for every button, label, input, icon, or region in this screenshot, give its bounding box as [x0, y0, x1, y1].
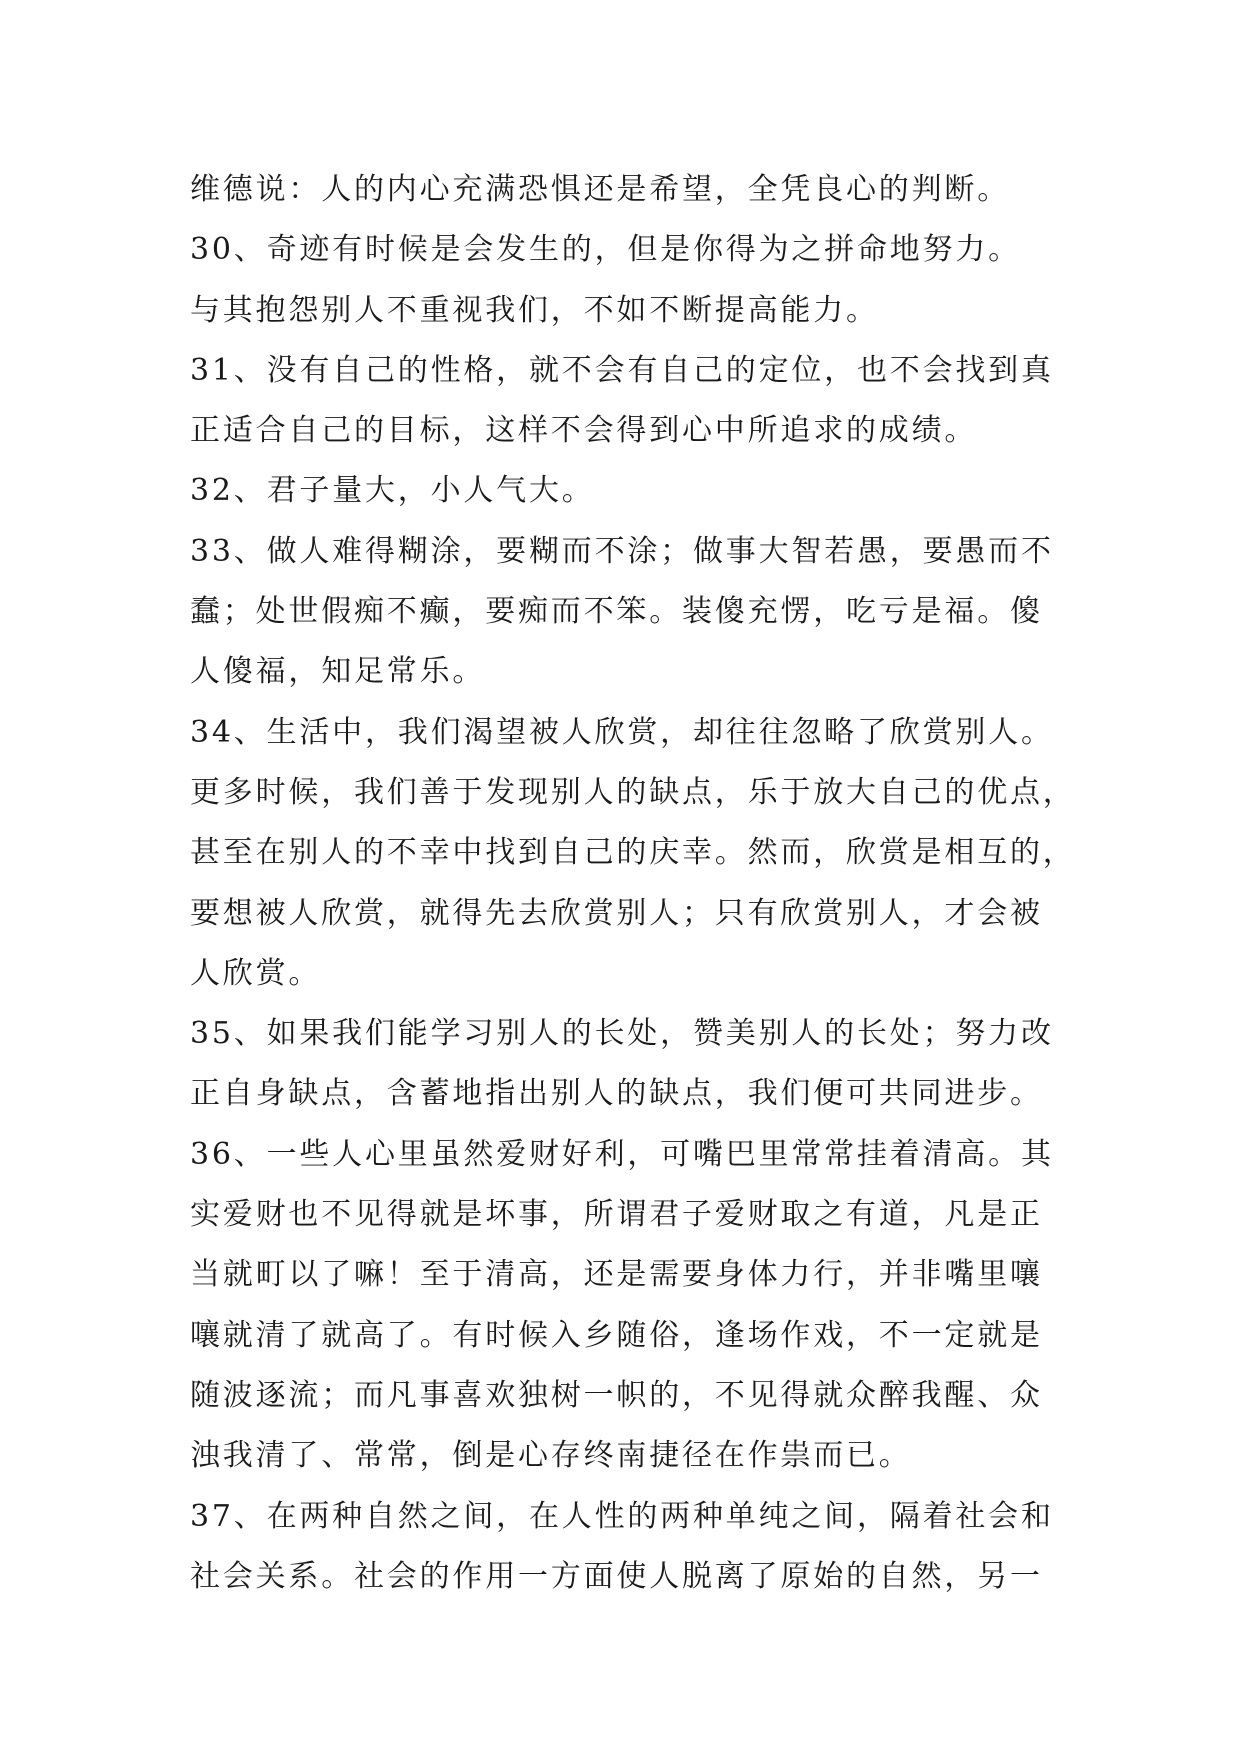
text-line: 随波逐流；而凡事喜欢独树一帜的，不见得就众醉我醒、众	[190, 1377, 1043, 1413]
text-line: 浊我清了、常常，倒是心存终南捷径在作祟而已。	[190, 1438, 912, 1474]
text-line: 35、如果我们能学习别人的长处，赞美别人的长处；努力改	[190, 1016, 1054, 1052]
text-line: 33、做人难得糊涂，要糊而不涂；做事大智若愚，要愚而不	[190, 533, 1054, 569]
text-line: 与其抱怨别人不重视我们，不如不断提高能力。	[190, 292, 879, 328]
text-line: 社会关系。社会的作用一方面使人脱离了原始的自然，另一	[190, 1558, 1043, 1594]
text-line: 30、奇迹有时候是会发生的，但是你得为之拼命地努力。	[190, 232, 1021, 268]
text-line: 人欣赏。	[190, 955, 322, 991]
text-line: 蠢；处世假痴不癫，要痴而不笨。装傻充愣，吃亏是福。傻	[190, 594, 1043, 630]
text-line: 要想被人欣赏，就得先去欣赏别人；只有欣赏别人，才会被	[190, 895, 1043, 931]
text-line: 31、没有自己的性格，就不会有自己的定位，也不会找到真	[190, 352, 1054, 388]
text-line: 34、生活中，我们渴望被人欣赏，却往往忽略了欣赏别人。	[190, 714, 1054, 750]
text-line: 更多时候，我们善于发现别人的缺点，乐于放大自己的优点，	[190, 774, 1076, 810]
text-line: 人傻福，知足常乐。	[190, 654, 486, 690]
text-line: 36、一些人心里虽然爱财好利，可嘴巴里常常挂着清高。其	[190, 1136, 1054, 1172]
text-line: 正自身缺点，含蓄地指出别人的缺点，我们便可共同进步。	[190, 1076, 1043, 1112]
text-line: 嚷就清了就高了。有时候入乡随俗，逢场作戏，不一定就是	[190, 1317, 1043, 1353]
text-line: 37、在两种自然之间，在人性的两种单纯之间，隔着社会和	[190, 1498, 1054, 1534]
text-line: 正适合自己的目标，这样不会得到心中所追求的成绩。	[190, 413, 978, 449]
text-line: 当就町以了嘛！至于清高，还是需要身体力行，并非嘴里嚷	[190, 1257, 1043, 1293]
body-text	[190, 160, 1110, 1607]
text-line: 实爱财也不见得就是坏事，所谓君子爱财取之有道，凡是正	[190, 1197, 1043, 1233]
text-line: 甚至在别人的不幸中找到自己的庆幸。然而，欣赏是相互的，	[190, 835, 1076, 871]
text-line: 维德说：人的内心充满恐惧还是希望，全凭良心的判断。	[190, 172, 1010, 207]
text-line: 32、君子量大，小人气大。	[190, 473, 595, 509]
